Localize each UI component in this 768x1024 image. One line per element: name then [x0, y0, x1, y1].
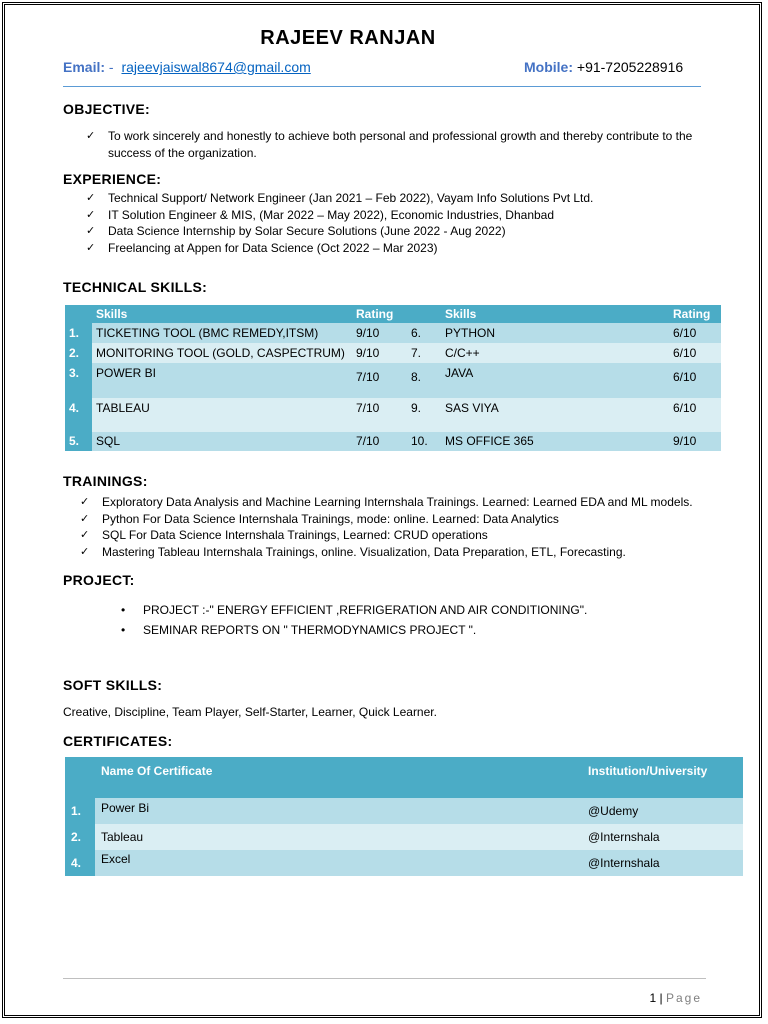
- experience-title: EXPERIENCE:: [63, 171, 162, 187]
- email-separator: -: [108, 59, 114, 75]
- skill-rating: 9/10: [669, 432, 721, 451]
- cert-header-name: Name Of Certificate: [101, 764, 213, 778]
- skill-number: 2.: [65, 343, 92, 363]
- project-item: • SEMINAR REPORTS ON " THERMODYNAMICS PROJECT ".: [121, 620, 711, 640]
- skills-header-rating2: Rating: [673, 307, 711, 321]
- project-title: PROJECT:: [63, 572, 135, 588]
- cert-name: Power Bi: [95, 798, 582, 824]
- training-item: ✓ Mastering Tableau Internshala Trainings, online. Visualization, Data Preparation, ETL, Forecasting.: [80, 544, 720, 561]
- training-item: ✓ SQL For Data Science Internshala Trainings, Learned: CRUD operations: [80, 527, 720, 544]
- mobile-number: +91-7205228916: [576, 59, 684, 75]
- skill-name: TABLEAU: [92, 398, 352, 432]
- cert-number: 2.: [65, 824, 95, 850]
- objective-item: ✓ To work sincerely and honestly to achieve both personal and professional growth and thereby contribute to the success of the organization.: [86, 128, 706, 161]
- cert-header-row: [65, 757, 743, 798]
- skill-rating: 7/10: [352, 398, 407, 432]
- skill-name: SQL: [92, 432, 352, 451]
- page-number: 1: [649, 991, 657, 1005]
- mobile-line: [524, 59, 683, 75]
- skill-number: 4.: [65, 398, 92, 432]
- cert-institution: @Internshala: [582, 824, 743, 850]
- skills-row: [65, 432, 721, 451]
- email-label: Email:: [63, 59, 106, 75]
- footer-divider: [63, 978, 706, 979]
- skill-name: SAS VIYA: [441, 398, 669, 432]
- skill-name: POWER BI: [92, 363, 352, 398]
- skills-table: [65, 305, 721, 451]
- page-separator: |: [659, 991, 663, 1005]
- skills-header-rating: Rating: [356, 307, 394, 321]
- skill-name: JAVA: [441, 363, 669, 398]
- skill-name: C/C++: [441, 343, 669, 363]
- skill-number: 6.: [407, 323, 441, 343]
- experience-item: ✓ IT Solution Engineer & MIS, (Mar 2022 – May 2022), Economic Industries, Dhanbad: [86, 207, 706, 224]
- soft-skills-text: Creative, Discipline, Team Player, Self-Starter, Learner, Quick Learner.: [63, 705, 437, 719]
- email-link[interactable]: rajeevjaiswal8674@gmail.com: [121, 59, 311, 75]
- skill-rating: 7/10: [352, 432, 407, 451]
- experience-item: ✓ Data Science Internship by Solar Secure Solutions (June 2022 - Aug 2022): [86, 223, 706, 240]
- skill-rating: 6/10: [669, 323, 721, 343]
- skills-row: [65, 323, 721, 343]
- objective-title: OBJECTIVE:: [63, 101, 151, 117]
- cert-institution: @Udemy: [582, 798, 743, 824]
- skill-number: 8.: [407, 363, 441, 398]
- skill-number: 1.: [65, 323, 92, 343]
- soft-skills-title: SOFT SKILLS:: [63, 677, 163, 693]
- page-label: Page: [665, 991, 702, 1005]
- certificates-title: CERTIFICATES:: [63, 733, 173, 749]
- cert-institution: @Internshala: [582, 850, 743, 876]
- skills-header-row: [65, 305, 721, 323]
- cert-name: Tableau: [95, 824, 582, 850]
- skill-rating: 6/10: [669, 343, 721, 363]
- skills-header-blank: [65, 305, 92, 323]
- cert-header-blank: [65, 757, 95, 798]
- skill-rating: 7/10: [352, 363, 407, 398]
- skills-header-skill: Skills: [96, 307, 128, 321]
- skill-rating: 9/10: [352, 323, 407, 343]
- skill-name: TICKETING TOOL (BMC REMEDY,ITSM): [92, 323, 352, 343]
- certificates-table: [65, 757, 743, 876]
- cert-number: 4.: [65, 850, 95, 876]
- email-line: [63, 59, 311, 75]
- experience-item: ✓ Freelancing at Appen for Data Science (Oct 2022 – Mar 2023): [86, 240, 706, 257]
- skill-number: 5.: [65, 432, 92, 451]
- skill-name: MS OFFICE 365: [441, 432, 669, 451]
- skill-number: 3.: [65, 363, 92, 398]
- skill-rating: 6/10: [669, 363, 721, 398]
- cert-header-institution: Institution/University: [588, 764, 708, 778]
- skills-header-blank2: [407, 305, 441, 323]
- cert-row: [65, 850, 743, 876]
- project-item: • PROJECT :-" ENERGY EFFICIENT ,REFRIGERATION AND AIR CONDITIONING".: [121, 600, 711, 620]
- cert-number: 1.: [65, 798, 95, 824]
- training-item: ✓ Exploratory Data Analysis and Machine Learning Internshala Trainings. Learned: Learned EDA and ML models.: [80, 494, 720, 511]
- experience-list: [86, 190, 706, 256]
- skill-rating: 9/10: [352, 343, 407, 363]
- cert-name: Excel: [95, 850, 582, 876]
- skills-row: [65, 363, 721, 398]
- skill-rating: 6/10: [669, 398, 721, 432]
- training-item: ✓ Python For Data Science Internshala Trainings, mode: online. Learned: Data Analytics: [80, 511, 720, 528]
- skills-row: [65, 343, 721, 363]
- objective-list: [86, 128, 706, 161]
- skill-number: 9.: [407, 398, 441, 432]
- mobile-label: Mobile:: [524, 59, 573, 75]
- cert-row: [65, 824, 743, 850]
- skill-number: 10.: [407, 432, 441, 451]
- trainings-title: TRAININGS:: [63, 473, 148, 489]
- candidate-name: RAJEEV RANJAN: [260, 27, 436, 49]
- skill-name: PYTHON: [441, 323, 669, 343]
- cert-row: [65, 798, 743, 824]
- skills-row: [65, 398, 721, 432]
- skill-number: 7.: [407, 343, 441, 363]
- project-list: [121, 600, 711, 640]
- skill-name: MONITORING TOOL (GOLD, CASPECTRUM): [92, 343, 352, 363]
- trainings-list: [80, 494, 720, 560]
- header-divider: [63, 86, 701, 87]
- technical-skills-title: TECHNICAL SKILLS:: [63, 279, 208, 295]
- skills-header-skill2: Skills: [445, 307, 477, 321]
- experience-item: ✓ Technical Support/ Network Engineer (Jan 2021 – Feb 2022), Vayam Info Solutions Pvt Ltd.: [86, 190, 706, 207]
- page-footer: [630, 991, 702, 1005]
